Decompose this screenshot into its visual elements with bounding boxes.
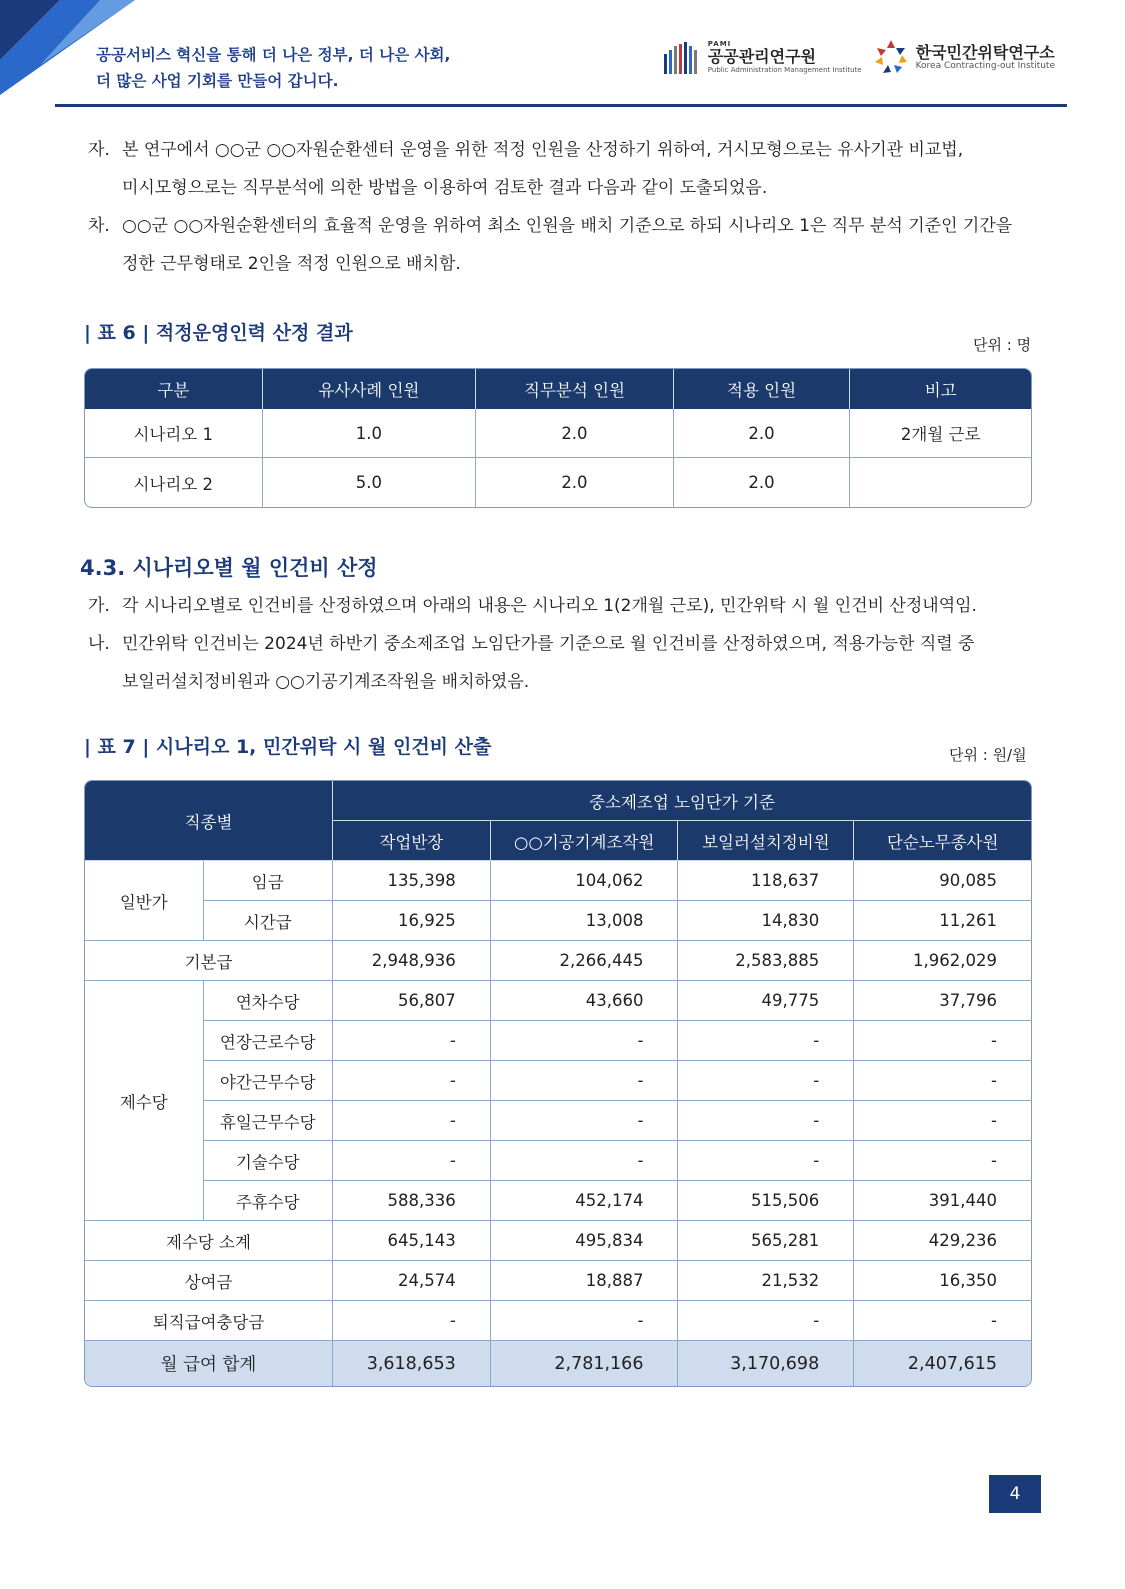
slogan-line-1: 공공서비스 혁신을 통해 더 나은 정부, 더 나은 사회, (96, 46, 451, 64)
table-cell: - (333, 1021, 491, 1061)
table-cell: 16,350 (854, 1261, 1031, 1301)
table-cell: 시나리오 1 (85, 409, 263, 458)
table-header-cell: 적용 인원 (674, 369, 851, 409)
table-cell: - (491, 1141, 679, 1181)
table-row (85, 1221, 1031, 1261)
row-label: 연장근로수당 (204, 1021, 333, 1061)
table-cell: 495,834 (491, 1221, 679, 1261)
list-mark: 나. (88, 634, 110, 654)
pami-logo (662, 40, 862, 75)
slogan-line-2: 더 많은 사업 기회를 만들어 갑니다. (96, 72, 339, 90)
table-cell: 2,948,936 (333, 941, 491, 981)
table-cell: - (678, 1141, 854, 1181)
row-group-label: 제수당 (85, 981, 204, 1221)
table-cell: - (491, 1101, 679, 1141)
table-cell: 2,266,445 (491, 941, 679, 981)
header-slogan (96, 42, 450, 94)
row-label: 퇴직급여충당금 (85, 1301, 333, 1341)
table-cell: - (333, 1101, 491, 1141)
intro-paragraph-2 (88, 207, 1048, 283)
table-row (85, 1301, 1031, 1341)
table-row (85, 901, 1031, 941)
list-mark: 차. (88, 216, 110, 236)
table-cell: 37,796 (854, 981, 1031, 1021)
row-label: 연차수당 (204, 981, 333, 1021)
table-cell: - (678, 1301, 854, 1341)
table-row (85, 981, 1031, 1021)
section-paragraph-1 (88, 587, 1048, 625)
table-cell: 11,261 (854, 901, 1031, 941)
row-label: 기술수당 (204, 1141, 333, 1181)
table-cell: 18,887 (491, 1261, 679, 1301)
table-cell: 2,583,885 (678, 941, 854, 981)
table-cell: 56,807 (333, 981, 491, 1021)
total-row (85, 1341, 1031, 1386)
kci-logo (872, 38, 1055, 76)
row-label: 시간급 (204, 901, 333, 941)
table-cell: - (854, 1301, 1031, 1341)
section-paragraph-2 (88, 625, 1048, 701)
table-cell: 90,085 (854, 861, 1031, 901)
table-cell: 2.0 (476, 458, 674, 507)
table7-caption: | 표 7 | 시나리오 1, 민간위탁 시 월 인건비 산출 (84, 736, 492, 758)
table-header-cell: 보일러설치정비원 (678, 821, 854, 861)
table-header-cell: 유사사례 인원 (263, 369, 477, 409)
paragraph-text: 보일러설치정비원과 ○○기공기계조작원을 배치하였음. (122, 672, 530, 692)
table-header-row (85, 781, 1031, 821)
table-cell: 2,781,166 (491, 1341, 679, 1386)
table-cell: 452,174 (491, 1181, 679, 1221)
table-cell: - (491, 1061, 679, 1101)
table-cell: - (854, 1021, 1031, 1061)
table-cell: 588,336 (333, 1181, 491, 1221)
table-cell: - (491, 1301, 679, 1341)
pami-bars-icon (662, 40, 702, 74)
table-cell: 3,170,698 (678, 1341, 854, 1386)
table-cell: 2.0 (476, 409, 674, 458)
table-header-cell: 비고 (850, 369, 1031, 409)
row-label: 휴일근무수당 (204, 1101, 333, 1141)
section-title: 4.3. 시나리오별 월 인건비 산정 (80, 556, 378, 580)
table-cell: 391,440 (854, 1181, 1031, 1221)
table-cell: - (333, 1141, 491, 1181)
table-cell: 104,062 (491, 861, 679, 901)
table-cell: 43,660 (491, 981, 679, 1021)
table-row (85, 941, 1031, 981)
row-group-label: 일반가 (85, 861, 204, 941)
header-rule (55, 104, 1067, 107)
table-row (85, 1061, 1031, 1101)
table-header-cell: ○○기공기계조작원 (491, 821, 679, 861)
table-row (85, 1181, 1031, 1221)
table6-caption: | 표 6 | 적정운영인력 산정 결과 (84, 322, 353, 344)
table-cell (850, 458, 1031, 507)
table-cell: - (678, 1061, 854, 1101)
table-cell: - (333, 1301, 491, 1341)
table-cell: 24,574 (333, 1261, 491, 1301)
table-row (85, 861, 1031, 901)
list-mark: 가. (88, 596, 110, 616)
table6 (84, 368, 1032, 508)
row-label: 임금 (204, 861, 333, 901)
table-row (85, 409, 1031, 458)
table-cell: 515,506 (678, 1181, 854, 1221)
table-cell: - (854, 1141, 1031, 1181)
table-header-cell: 단순노무종사원 (854, 821, 1031, 861)
table-cell: 14,830 (678, 901, 854, 941)
table-cell: 시나리오 2 (85, 458, 263, 507)
table-cell: 49,775 (678, 981, 854, 1021)
intro-paragraph-1 (88, 131, 1048, 207)
table-cell: 565,281 (678, 1221, 854, 1261)
table-cell: - (678, 1021, 854, 1061)
table-header-row (85, 369, 1031, 409)
table-cell: 21,532 (678, 1261, 854, 1301)
row-label: 주휴수당 (204, 1181, 333, 1221)
pami-english: Public Administration Management Institute (707, 65, 862, 74)
table6-unit: 단위 : 명 (973, 336, 1032, 354)
table-cell: 13,008 (491, 901, 679, 941)
table-cell: - (678, 1101, 854, 1141)
pami-name: 공공관리연구원 (707, 46, 816, 66)
table-cell: - (333, 1061, 491, 1101)
row-label: 야간근무수당 (204, 1061, 333, 1101)
table-cell: - (854, 1101, 1031, 1141)
list-mark: 자. (88, 140, 110, 160)
row-label: 월 급여 합계 (85, 1341, 333, 1386)
table-cell: 3,618,653 (333, 1341, 491, 1386)
table-cell: 429,236 (854, 1221, 1031, 1261)
table-cell: 2.0 (674, 409, 851, 458)
table7-unit: 단위 : 원/월 (949, 746, 1027, 764)
table-row (85, 1141, 1031, 1181)
table-row (85, 1261, 1031, 1301)
table-cell: 1,962,029 (854, 941, 1031, 981)
table-row (85, 1021, 1031, 1061)
table7 (84, 780, 1032, 1387)
paragraph-text: ○○군 ○○자원순환센터의 효율적 운영을 위하여 최소 인원을 배치 기준으로 하되 시나리오 1은 직무 분석 기준인 기간을 (122, 216, 1013, 236)
paragraph-text: 정한 근무형태로 2인을 적정 인원으로 배치함. (122, 254, 461, 274)
table-cell: 645,143 (333, 1221, 491, 1261)
paragraph-text: 본 연구에서 ○○군 ○○자원순환센터 운영을 위한 적정 인원을 산정하기 위하여, 거시모형으로는 유사기관 비교법, (122, 140, 964, 160)
table-cell: 118,637 (678, 861, 854, 901)
row-label: 기본급 (85, 941, 333, 981)
row-label: 제수당 소계 (85, 1221, 333, 1261)
table-cell: 2개월 근로 (850, 409, 1031, 458)
table-cell: 2.0 (674, 458, 851, 507)
table-row (85, 458, 1031, 507)
table-row (85, 1101, 1031, 1141)
table-cell: 135,398 (333, 861, 491, 901)
table-header-cell: 직종별 (85, 781, 333, 861)
page-number: 4 (989, 1475, 1041, 1513)
kci-english: Korea Contracting-out Institute (915, 60, 1055, 71)
kci-name: 한국민간위탁연구소 (915, 42, 1055, 62)
table-header-cell: 직무분석 인원 (476, 369, 674, 409)
pami-tag: PAMI (707, 39, 732, 48)
kci-star-icon (872, 38, 910, 76)
header-logos (662, 38, 1055, 76)
table-header-cell: 구분 (85, 369, 263, 409)
table-cell: 1.0 (263, 409, 477, 458)
table-cell: 2,407,615 (854, 1341, 1031, 1386)
paragraph-text: 각 시나리오별로 인건비를 산정하였으며 아래의 내용은 시나리오 1(2개월 근로), 민간위탁 시 월 인건비 산정내역임. (122, 596, 977, 616)
table-cell: - (491, 1021, 679, 1061)
table-header-cell: 중소제조업 노임단가 기준 (333, 781, 1031, 821)
paragraph-text: 미시모형으로는 직무분석에 의한 방법을 이용하여 검토한 결과 다음과 같이 도출되었음. (122, 178, 768, 198)
table-header-cell: 작업반장 (333, 821, 491, 861)
table-cell: - (854, 1061, 1031, 1101)
row-label: 상여금 (85, 1261, 333, 1301)
table-cell: 5.0 (263, 458, 477, 507)
paragraph-text: 민간위탁 인건비는 2024년 하반기 중소제조업 노임단가를 기준으로 월 인건비를 산정하였으며, 적용가능한 직렬 중 (122, 634, 975, 654)
table-cell: 16,925 (333, 901, 491, 941)
